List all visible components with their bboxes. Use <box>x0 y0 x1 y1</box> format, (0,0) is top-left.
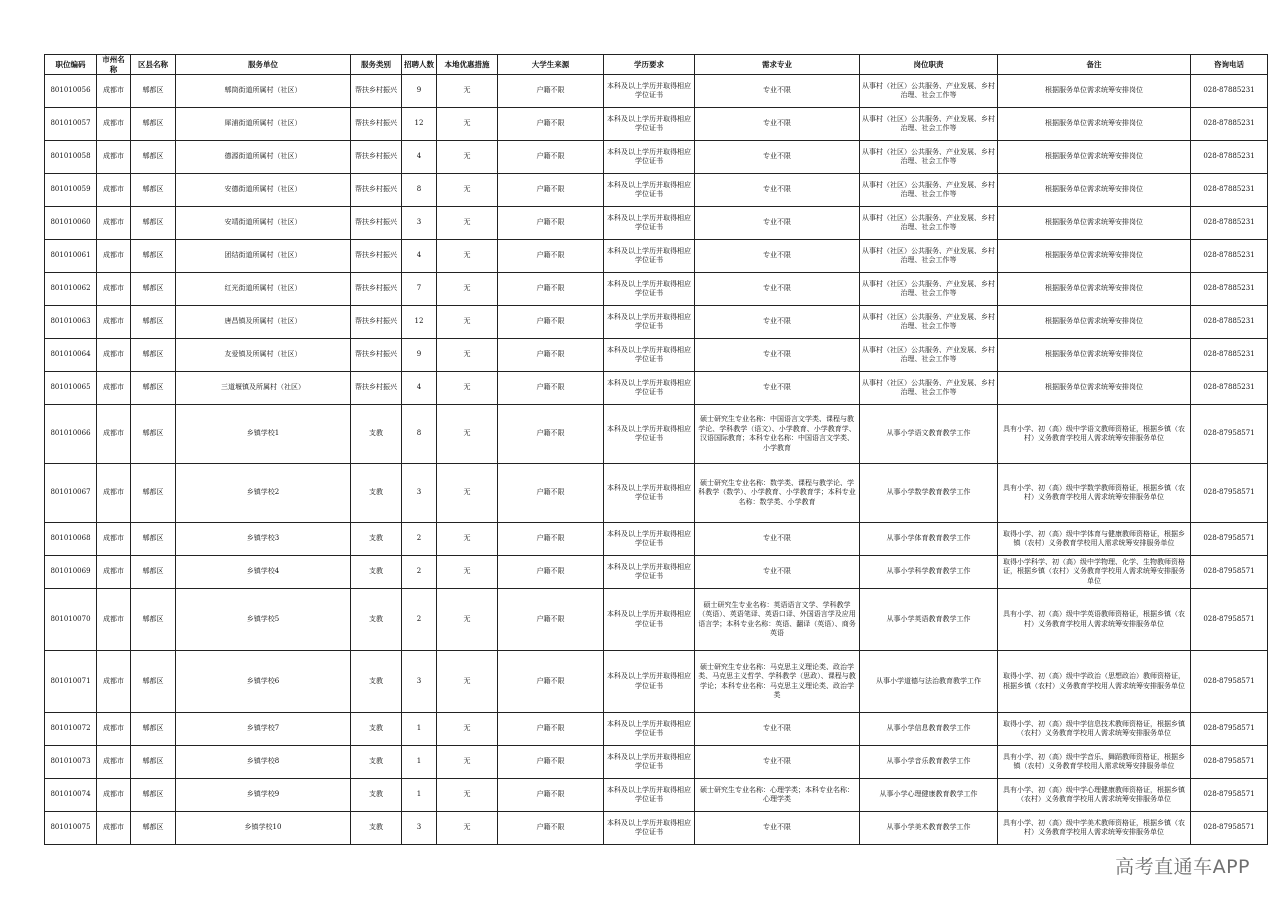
service-unit-cell: 乡镇学校2 <box>176 464 351 523</box>
district-name-cell: 郫都区 <box>131 306 176 339</box>
table-row <box>45 523 1268 556</box>
table-row <box>45 713 1268 746</box>
service-category-cell: 支教 <box>351 523 402 556</box>
service-category-cell: 支教 <box>351 556 402 589</box>
recruitment-table <box>44 54 1268 845</box>
column-header: 本地优惠措施 <box>437 55 498 75</box>
table-row <box>45 339 1268 372</box>
position-code-cell: 801010075 <box>45 812 97 845</box>
service-unit-cell: 唐昌镇及所属村（社区） <box>176 306 351 339</box>
service-category-cell: 帮扶乡村振兴 <box>351 339 402 372</box>
remark-cell: 根据服务单位需求统筹安排岗位 <box>998 240 1191 273</box>
service-category-cell: 支教 <box>351 651 402 713</box>
column-header: 岗位职责 <box>860 55 998 75</box>
required-major-cell: 专业不限 <box>695 556 860 589</box>
contact-phone-cell: 028-87958571 <box>1191 779 1268 812</box>
service-unit-cell: 乡镇学校4 <box>176 556 351 589</box>
student-source-cell: 户籍不限 <box>498 75 604 108</box>
remark-cell: 根据服务单位需求统筹安排岗位 <box>998 108 1191 141</box>
watermark-text: 高考直通车APP <box>1115 856 1250 878</box>
job-duty-cell: 从事小学科学教育教学工作 <box>860 556 998 589</box>
service-category-cell: 支教 <box>351 405 402 464</box>
job-duty-cell: 从事村（社区）公共服务、产业发展、乡村治理、社会工作等 <box>860 108 998 141</box>
remark-cell: 根据服务单位需求统筹安排岗位 <box>998 207 1191 240</box>
district-name-cell: 郫都区 <box>131 746 176 779</box>
position-code-cell: 801010056 <box>45 75 97 108</box>
remark-cell: 具有小学、初（高）级中学音乐、舞蹈教师资格证，根据乡镇（农村）义务教育学校用人需求统筹安排服务单位 <box>998 746 1191 779</box>
required-major-cell: 专业不限 <box>695 174 860 207</box>
local-preference-cell: 无 <box>437 746 498 779</box>
district-name-cell: 郫都区 <box>131 108 176 141</box>
position-code-cell: 801010065 <box>45 372 97 405</box>
job-duty-cell: 从事小学心理健康教育教学工作 <box>860 779 998 812</box>
contact-phone-cell: 028-87885231 <box>1191 372 1268 405</box>
required-major-cell: 硕士研究生专业名称：马克思主义理论类、政治学类、马克思主义哲学、学科教学（思政）、课程与教学论；本科专业名称：马克思主义理论类、政治学类 <box>695 651 860 713</box>
city-name-cell: 成都市 <box>97 556 131 589</box>
local-preference-cell: 无 <box>437 405 498 464</box>
remark-cell: 具有小学、初（高）级中学语文教师资格证，根据乡镇（农村）义务教育学校用人需求统筹安排服务单位 <box>998 405 1191 464</box>
contact-phone-cell: 028-87885231 <box>1191 273 1268 306</box>
service-unit-cell: 安靖街道所属村（社区） <box>176 207 351 240</box>
remark-cell: 具有小学、初（高）级中学英语教师资格证，根据乡镇（农村）义务教育学校用人需求统筹安排服务单位 <box>998 589 1191 651</box>
service-unit-cell: 团结街道所属村（社区） <box>176 240 351 273</box>
required-major-cell: 专业不限 <box>695 240 860 273</box>
required-major-cell: 专业不限 <box>695 713 860 746</box>
table-row <box>45 372 1268 405</box>
contact-phone-cell: 028-87958571 <box>1191 589 1268 651</box>
position-code-cell: 801010073 <box>45 746 97 779</box>
local-preference-cell: 无 <box>437 306 498 339</box>
remark-cell: 根据服务单位需求统筹安排岗位 <box>998 75 1191 108</box>
job-duty-cell: 从事小学语文教育教学工作 <box>860 405 998 464</box>
local-preference-cell: 无 <box>437 779 498 812</box>
table-row <box>45 464 1268 523</box>
city-name-cell: 成都市 <box>97 75 131 108</box>
student-source-cell: 户籍不限 <box>498 779 604 812</box>
local-preference-cell: 无 <box>437 240 498 273</box>
position-code-cell: 801010059 <box>45 174 97 207</box>
city-name-cell: 成都市 <box>97 589 131 651</box>
contact-phone-cell: 028-87885231 <box>1191 339 1268 372</box>
city-name-cell: 成都市 <box>97 464 131 523</box>
job-duty-cell: 从事小学美术教育教学工作 <box>860 812 998 845</box>
remark-cell: 取得小学科学、初（高）级中学物理、化学、生物教师资格证，根据乡镇（农村）义务教育学校用人需求统筹安排服务单位 <box>998 556 1191 589</box>
contact-phone-cell: 028-87958571 <box>1191 746 1268 779</box>
required-major-cell: 硕士研究生专业名称：数学类、课程与教学论、学科教学（数学）、小学教育、小学教育学；本科专业名称：数学类、小学教育 <box>695 464 860 523</box>
position-code-cell: 801010057 <box>45 108 97 141</box>
education-requirement-cell: 本科及以上学历并取得相应学位证书 <box>604 779 695 812</box>
service-unit-cell: 德源街道所属村（社区） <box>176 141 351 174</box>
city-name-cell: 成都市 <box>97 779 131 812</box>
column-header: 区县名称 <box>131 55 176 75</box>
job-duty-cell: 从事小学音乐教育教学工作 <box>860 746 998 779</box>
job-duty-cell: 从事小学信息教育教学工作 <box>860 713 998 746</box>
education-requirement-cell: 本科及以上学历并取得相应学位证书 <box>604 75 695 108</box>
local-preference-cell: 无 <box>437 589 498 651</box>
service-unit-cell: 乡镇学校5 <box>176 589 351 651</box>
contact-phone-cell: 028-87958571 <box>1191 523 1268 556</box>
hire-count-cell: 4 <box>402 240 437 273</box>
local-preference-cell: 无 <box>437 207 498 240</box>
service-category-cell: 帮扶乡村振兴 <box>351 306 402 339</box>
service-category-cell: 帮扶乡村振兴 <box>351 174 402 207</box>
contact-phone-cell: 028-87958571 <box>1191 812 1268 845</box>
remark-cell: 根据服务单位需求统筹安排岗位 <box>998 174 1191 207</box>
position-code-cell: 801010062 <box>45 273 97 306</box>
required-major-cell: 专业不限 <box>695 372 860 405</box>
position-code-cell: 801010072 <box>45 713 97 746</box>
service-category-cell: 帮扶乡村振兴 <box>351 108 402 141</box>
hire-count-cell: 9 <box>402 75 437 108</box>
required-major-cell: 硕士研究生专业名称：中国语言文学类、课程与教学论、学科教学（语文）、小学教育、小学教育学、汉语国际教育；本科专业名称：中国语言文学类、小学教育 <box>695 405 860 464</box>
table-row <box>45 589 1268 651</box>
student-source-cell: 户籍不限 <box>498 306 604 339</box>
hire-count-cell: 12 <box>402 108 437 141</box>
education-requirement-cell: 本科及以上学历并取得相应学位证书 <box>604 812 695 845</box>
student-source-cell: 户籍不限 <box>498 273 604 306</box>
service-unit-cell: 乡镇学校6 <box>176 651 351 713</box>
hire-count-cell: 1 <box>402 746 437 779</box>
remark-cell: 取得小学、初（高）级中学体育与健康教师资格证，根据乡镇（农村）义务教育学校用人需求统筹安排服务单位 <box>998 523 1191 556</box>
table-row <box>45 174 1268 207</box>
local-preference-cell: 无 <box>437 523 498 556</box>
hire-count-cell: 1 <box>402 779 437 812</box>
student-source-cell: 户籍不限 <box>498 372 604 405</box>
column-header: 招聘人数 <box>402 55 437 75</box>
district-name-cell: 郫都区 <box>131 207 176 240</box>
position-code-cell: 801010068 <box>45 523 97 556</box>
service-unit-cell: 乡镇学校7 <box>176 713 351 746</box>
education-requirement-cell: 本科及以上学历并取得相应学位证书 <box>604 141 695 174</box>
remark-cell: 具有小学、初（高）级中学心理健康教师资格证，根据乡镇（农村）义务教育学校用人需求统筹安排服务单位 <box>998 779 1191 812</box>
contact-phone-cell: 028-87885231 <box>1191 207 1268 240</box>
city-name-cell: 成都市 <box>97 651 131 713</box>
required-major-cell: 专业不限 <box>695 746 860 779</box>
city-name-cell: 成都市 <box>97 240 131 273</box>
district-name-cell: 郫都区 <box>131 464 176 523</box>
service-unit-cell: 乡镇学校10 <box>176 812 351 845</box>
district-name-cell: 郫都区 <box>131 339 176 372</box>
remark-cell: 取得小学、初（高）级中学政治（思想政治）教师资格证，根据乡镇（农村）义务教育学校用人需求统筹安排服务单位 <box>998 651 1191 713</box>
contact-phone-cell: 028-87885231 <box>1191 306 1268 339</box>
position-code-cell: 801010074 <box>45 779 97 812</box>
column-header: 备注 <box>998 55 1191 75</box>
required-major-cell: 专业不限 <box>695 108 860 141</box>
column-header: 服务单位 <box>176 55 351 75</box>
required-major-cell: 专业不限 <box>695 141 860 174</box>
hire-count-cell: 3 <box>402 812 437 845</box>
city-name-cell: 成都市 <box>97 746 131 779</box>
education-requirement-cell: 本科及以上学历并取得相应学位证书 <box>604 108 695 141</box>
required-major-cell: 专业不限 <box>695 523 860 556</box>
student-source-cell: 户籍不限 <box>498 464 604 523</box>
hire-count-cell: 7 <box>402 273 437 306</box>
required-major-cell: 专业不限 <box>695 273 860 306</box>
table-body <box>45 75 1268 845</box>
position-code-cell: 801010071 <box>45 651 97 713</box>
contact-phone-cell: 028-87958571 <box>1191 464 1268 523</box>
column-header: 咨询电话 <box>1191 55 1268 75</box>
job-duty-cell: 从事村（社区）公共服务、产业发展、乡村治理、社会工作等 <box>860 141 998 174</box>
contact-phone-cell: 028-87885231 <box>1191 141 1268 174</box>
column-header: 需求专业 <box>695 55 860 75</box>
education-requirement-cell: 本科及以上学历并取得相应学位证书 <box>604 273 695 306</box>
district-name-cell: 郫都区 <box>131 405 176 464</box>
district-name-cell: 郫都区 <box>131 75 176 108</box>
table-row <box>45 812 1268 845</box>
contact-phone-cell: 028-87958571 <box>1191 713 1268 746</box>
table-row <box>45 405 1268 464</box>
job-duty-cell: 从事小学英语教育教学工作 <box>860 589 998 651</box>
local-preference-cell: 无 <box>437 651 498 713</box>
column-header: 职位编码 <box>45 55 97 75</box>
district-name-cell: 郫都区 <box>131 556 176 589</box>
table-row <box>45 240 1268 273</box>
local-preference-cell: 无 <box>437 108 498 141</box>
hire-count-cell: 8 <box>402 174 437 207</box>
district-name-cell: 郫都区 <box>131 713 176 746</box>
service-unit-cell: 犀浦街道所属村（社区） <box>176 108 351 141</box>
student-source-cell: 户籍不限 <box>498 812 604 845</box>
district-name-cell: 郫都区 <box>131 273 176 306</box>
city-name-cell: 成都市 <box>97 523 131 556</box>
hire-count-cell: 2 <box>402 589 437 651</box>
district-name-cell: 郫都区 <box>131 240 176 273</box>
city-name-cell: 成都市 <box>97 108 131 141</box>
service-category-cell: 帮扶乡村振兴 <box>351 240 402 273</box>
service-unit-cell: 红光街道所属村（社区） <box>176 273 351 306</box>
student-source-cell: 户籍不限 <box>498 141 604 174</box>
service-category-cell: 支教 <box>351 812 402 845</box>
student-source-cell: 户籍不限 <box>498 174 604 207</box>
city-name-cell: 成都市 <box>97 812 131 845</box>
service-category-cell: 帮扶乡村振兴 <box>351 273 402 306</box>
city-name-cell: 成都市 <box>97 207 131 240</box>
remark-cell: 根据服务单位需求统筹安排岗位 <box>998 273 1191 306</box>
local-preference-cell: 无 <box>437 75 498 108</box>
student-source-cell: 户籍不限 <box>498 589 604 651</box>
table-row <box>45 746 1268 779</box>
position-code-cell: 801010066 <box>45 405 97 464</box>
district-name-cell: 郫都区 <box>131 523 176 556</box>
local-preference-cell: 无 <box>437 174 498 207</box>
remark-cell: 根据服务单位需求统筹安排岗位 <box>998 306 1191 339</box>
district-name-cell: 郫都区 <box>131 372 176 405</box>
hire-count-cell: 4 <box>402 141 437 174</box>
district-name-cell: 郫都区 <box>131 141 176 174</box>
position-code-cell: 801010070 <box>45 589 97 651</box>
hire-count-cell: 2 <box>402 556 437 589</box>
city-name-cell: 成都市 <box>97 174 131 207</box>
service-unit-cell: 乡镇学校1 <box>176 405 351 464</box>
city-name-cell: 成都市 <box>97 713 131 746</box>
local-preference-cell: 无 <box>437 273 498 306</box>
student-source-cell: 户籍不限 <box>498 523 604 556</box>
contact-phone-cell: 028-87885231 <box>1191 75 1268 108</box>
service-category-cell: 帮扶乡村振兴 <box>351 207 402 240</box>
education-requirement-cell: 本科及以上学历并取得相应学位证书 <box>604 589 695 651</box>
education-requirement-cell: 本科及以上学历并取得相应学位证书 <box>604 240 695 273</box>
education-requirement-cell: 本科及以上学历并取得相应学位证书 <box>604 651 695 713</box>
hire-count-cell: 2 <box>402 523 437 556</box>
table-row <box>45 779 1268 812</box>
service-category-cell: 支教 <box>351 779 402 812</box>
student-source-cell: 户籍不限 <box>498 240 604 273</box>
local-preference-cell: 无 <box>437 713 498 746</box>
column-header: 大学生来源 <box>498 55 604 75</box>
city-name-cell: 成都市 <box>97 141 131 174</box>
contact-phone-cell: 028-87958571 <box>1191 405 1268 464</box>
city-name-cell: 成都市 <box>97 306 131 339</box>
service-unit-cell: 乡镇学校3 <box>176 523 351 556</box>
city-name-cell: 成都市 <box>97 372 131 405</box>
student-source-cell: 户籍不限 <box>498 405 604 464</box>
required-major-cell: 硕士研究生专业名称：英语语言文学、学科教学（英语）、英语笔译、英语口译、外国语言学及应用语言学；本科专业名称：英语、翻译（英语）、商务英语 <box>695 589 860 651</box>
education-requirement-cell: 本科及以上学历并取得相应学位证书 <box>604 713 695 746</box>
city-name-cell: 成都市 <box>97 273 131 306</box>
service-category-cell: 支教 <box>351 464 402 523</box>
local-preference-cell: 无 <box>437 464 498 523</box>
service-category-cell: 支教 <box>351 589 402 651</box>
job-duty-cell: 从事村（社区）公共服务、产业发展、乡村治理、社会工作等 <box>860 75 998 108</box>
required-major-cell: 专业不限 <box>695 812 860 845</box>
job-duty-cell: 从事小学体育教育教学工作 <box>860 523 998 556</box>
education-requirement-cell: 本科及以上学历并取得相应学位证书 <box>604 339 695 372</box>
table-row <box>45 273 1268 306</box>
position-code-cell: 801010064 <box>45 339 97 372</box>
table-row <box>45 141 1268 174</box>
city-name-cell: 成都市 <box>97 339 131 372</box>
table-row <box>45 556 1268 589</box>
service-category-cell: 帮扶乡村振兴 <box>351 372 402 405</box>
remark-cell: 根据服务单位需求统筹安排岗位 <box>998 372 1191 405</box>
hire-count-cell: 12 <box>402 306 437 339</box>
district-name-cell: 郫都区 <box>131 779 176 812</box>
education-requirement-cell: 本科及以上学历并取得相应学位证书 <box>604 405 695 464</box>
job-duty-cell: 从事村（社区）公共服务、产业发展、乡村治理、社会工作等 <box>860 306 998 339</box>
job-duty-cell: 从事小学道德与法治教育教学工作 <box>860 651 998 713</box>
hire-count-cell: 9 <box>402 339 437 372</box>
service-unit-cell: 三道堰镇及所属村（社区） <box>176 372 351 405</box>
position-code-cell: 801010061 <box>45 240 97 273</box>
local-preference-cell: 无 <box>437 556 498 589</box>
job-duty-cell: 从事村（社区）公共服务、产业发展、乡村治理、社会工作等 <box>860 339 998 372</box>
contact-phone-cell: 028-87958571 <box>1191 651 1268 713</box>
contact-phone-cell: 028-87958571 <box>1191 556 1268 589</box>
district-name-cell: 郫都区 <box>131 812 176 845</box>
service-category-cell: 帮扶乡村振兴 <box>351 141 402 174</box>
position-code-cell: 801010058 <box>45 141 97 174</box>
education-requirement-cell: 本科及以上学历并取得相应学位证书 <box>604 523 695 556</box>
service-unit-cell: 郫筒街道所属村（社区） <box>176 75 351 108</box>
remark-cell: 具有小学、初（高）级中学美术教师资格证，根据乡镇（农村）义务教育学校用人需求统筹安排服务单位 <box>998 812 1191 845</box>
contact-phone-cell: 028-87885231 <box>1191 108 1268 141</box>
student-source-cell: 户籍不限 <box>498 713 604 746</box>
job-duty-cell: 从事村（社区）公共服务、产业发展、乡村治理、社会工作等 <box>860 273 998 306</box>
city-name-cell: 成都市 <box>97 405 131 464</box>
required-major-cell: 专业不限 <box>695 306 860 339</box>
education-requirement-cell: 本科及以上学历并取得相应学位证书 <box>604 556 695 589</box>
remark-cell: 根据服务单位需求统筹安排岗位 <box>998 141 1191 174</box>
hire-count-cell: 8 <box>402 405 437 464</box>
job-duty-cell: 从事村（社区）公共服务、产业发展、乡村治理、社会工作等 <box>860 372 998 405</box>
remark-cell: 具有小学、初（高）级中学数学教师资格证，根据乡镇（农村）义务教育学校用人需求统筹安排服务单位 <box>998 464 1191 523</box>
contact-phone-cell: 028-87885231 <box>1191 174 1268 207</box>
hire-count-cell: 1 <box>402 713 437 746</box>
student-source-cell: 户籍不限 <box>498 556 604 589</box>
education-requirement-cell: 本科及以上学历并取得相应学位证书 <box>604 372 695 405</box>
table-row <box>45 651 1268 713</box>
position-code-cell: 801010069 <box>45 556 97 589</box>
local-preference-cell: 无 <box>437 812 498 845</box>
student-source-cell: 户籍不限 <box>498 651 604 713</box>
hire-count-cell: 3 <box>402 651 437 713</box>
education-requirement-cell: 本科及以上学历并取得相应学位证书 <box>604 207 695 240</box>
local-preference-cell: 无 <box>437 141 498 174</box>
remark-cell: 根据服务单位需求统筹安排岗位 <box>998 339 1191 372</box>
hire-count-cell: 3 <box>402 207 437 240</box>
job-duty-cell: 从事村（社区）公共服务、产业发展、乡村治理、社会工作等 <box>860 240 998 273</box>
service-unit-cell: 乡镇学校9 <box>176 779 351 812</box>
service-category-cell: 帮扶乡村振兴 <box>351 75 402 108</box>
job-duty-cell: 从事村（社区）公共服务、产业发展、乡村治理、社会工作等 <box>860 174 998 207</box>
table-row <box>45 108 1268 141</box>
required-major-cell: 专业不限 <box>695 207 860 240</box>
table-row <box>45 207 1268 240</box>
local-preference-cell: 无 <box>437 339 498 372</box>
required-major-cell: 硕士研究生专业名称：心理学类；本科专业名称：心理学类 <box>695 779 860 812</box>
education-requirement-cell: 本科及以上学历并取得相应学位证书 <box>604 464 695 523</box>
position-code-cell: 801010067 <box>45 464 97 523</box>
contact-phone-cell: 028-87885231 <box>1191 240 1268 273</box>
district-name-cell: 郫都区 <box>131 651 176 713</box>
position-code-cell: 801010063 <box>45 306 97 339</box>
education-requirement-cell: 本科及以上学历并取得相应学位证书 <box>604 746 695 779</box>
education-requirement-cell: 本科及以上学历并取得相应学位证书 <box>604 174 695 207</box>
column-header: 服务类别 <box>351 55 402 75</box>
table-row <box>45 306 1268 339</box>
required-major-cell: 专业不限 <box>695 75 860 108</box>
job-duty-cell: 从事村（社区）公共服务、产业发展、乡村治理、社会工作等 <box>860 207 998 240</box>
table-row <box>45 75 1268 108</box>
hire-count-cell: 3 <box>402 464 437 523</box>
service-category-cell: 支教 <box>351 746 402 779</box>
student-source-cell: 户籍不限 <box>498 746 604 779</box>
table-header-row <box>45 55 1268 75</box>
student-source-cell: 户籍不限 <box>498 108 604 141</box>
district-name-cell: 郫都区 <box>131 589 176 651</box>
service-unit-cell: 友爱镇及所属村（社区） <box>176 339 351 372</box>
education-requirement-cell: 本科及以上学历并取得相应学位证书 <box>604 306 695 339</box>
service-category-cell: 支教 <box>351 713 402 746</box>
column-header: 学历要求 <box>604 55 695 75</box>
service-unit-cell: 乡镇学校8 <box>176 746 351 779</box>
local-preference-cell: 无 <box>437 372 498 405</box>
student-source-cell: 户籍不限 <box>498 207 604 240</box>
position-code-cell: 801010060 <box>45 207 97 240</box>
service-unit-cell: 安德街道所属村（社区） <box>176 174 351 207</box>
district-name-cell: 郫都区 <box>131 174 176 207</box>
job-duty-cell: 从事小学数学教育教学工作 <box>860 464 998 523</box>
required-major-cell: 专业不限 <box>695 339 860 372</box>
hire-count-cell: 4 <box>402 372 437 405</box>
remark-cell: 取得小学、初（高）级中学信息技术教师资格证，根据乡镇（农村）义务教育学校用人需求统筹安排服务单位 <box>998 713 1191 746</box>
column-header: 市州名称 <box>97 55 131 75</box>
student-source-cell: 户籍不限 <box>498 339 604 372</box>
